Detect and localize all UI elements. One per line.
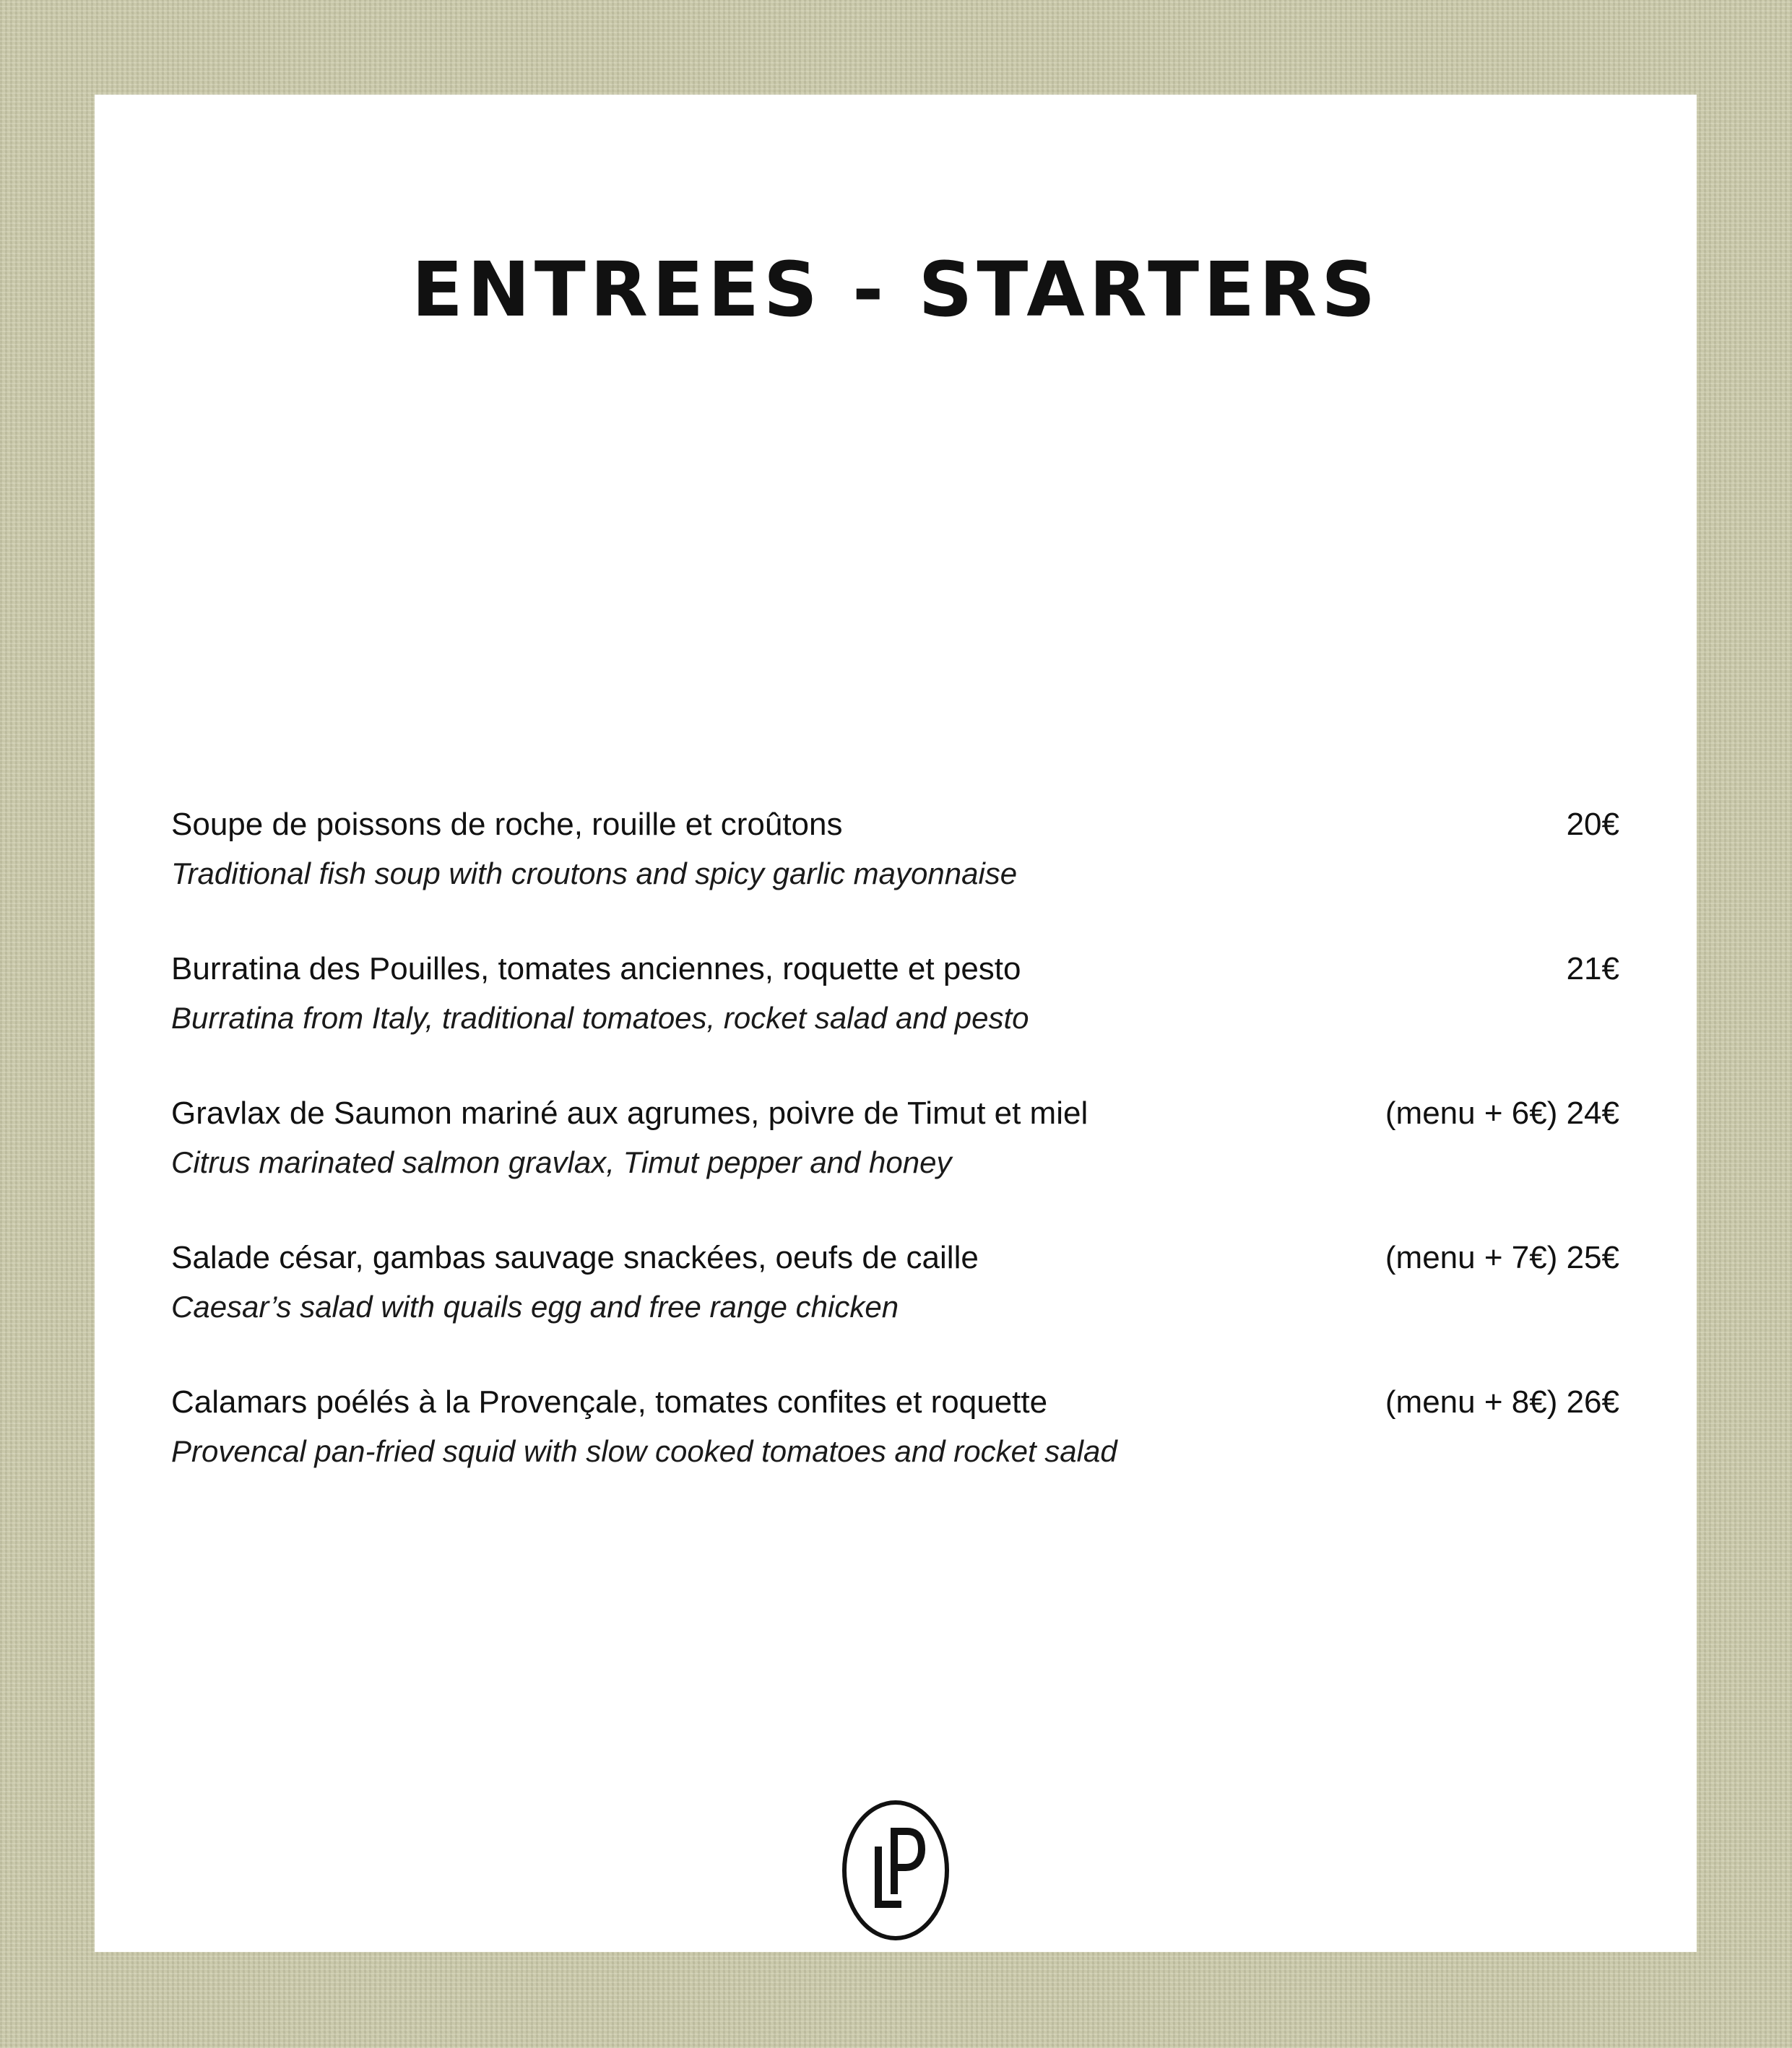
- menu-item-price: (menu + 8€) 26€: [1385, 1384, 1619, 1420]
- menu-list: [171, 802, 1619, 1524]
- menu-item-name: Gravlax de Saumon mariné aux agrumes, poivre de Timut et miel: [171, 1095, 1088, 1131]
- menu-item-row: [171, 947, 1619, 992]
- menu-item-name: Soupe de poissons de roche, rouille et croûtons: [171, 807, 843, 842]
- menu-card: [95, 95, 1697, 1952]
- menu-item-description: Traditional fish soup with croutons and spicy garlic mayonnaise: [171, 856, 1018, 890]
- menu-item-description: Provencal pan-fried squid with slow cooked tomatoes and rocket salad: [171, 1434, 1117, 1468]
- menu-item-name: Calamars poélés à la Provençale, tomates confites et roquette: [171, 1384, 1048, 1420]
- menu-item-name: Salade césar, gambas sauvage snackées, oeufs de caille: [171, 1240, 979, 1275]
- menu-item-price: 21€: [1566, 951, 1619, 986]
- menu-item-description: Caesar’s salad with quails egg and free range chicken: [171, 1290, 899, 1324]
- menu-item-description: Burratina from Italy, traditional tomatoes, rocket salad and pesto: [171, 1001, 1029, 1035]
- menu-item-price: (menu + 6€) 24€: [1385, 1095, 1619, 1131]
- menu-item-row: [171, 1091, 1619, 1136]
- menu-item: [171, 947, 1619, 1091]
- lp-monogram-icon: [841, 1799, 951, 1942]
- page-title: ENTREES - STARTERS: [411, 246, 1380, 334]
- menu-item-description: Citrus marinated salmon gravlax, Timut pepper and honey: [171, 1145, 952, 1179]
- menu-item-price: 20€: [1566, 807, 1619, 842]
- menu-item-row: [171, 1236, 1619, 1280]
- menu-item-name: Burratina des Pouilles, tomates anciennes, roquette et pesto: [171, 951, 1021, 986]
- menu-item: [171, 1091, 1619, 1236]
- menu-item: [171, 1380, 1619, 1524]
- menu-item-row: [171, 802, 1619, 847]
- menu-item: [171, 802, 1619, 947]
- menu-item-price: (menu + 7€) 25€: [1385, 1240, 1619, 1275]
- menu-item: [171, 1236, 1619, 1380]
- menu-item-row: [171, 1380, 1619, 1425]
